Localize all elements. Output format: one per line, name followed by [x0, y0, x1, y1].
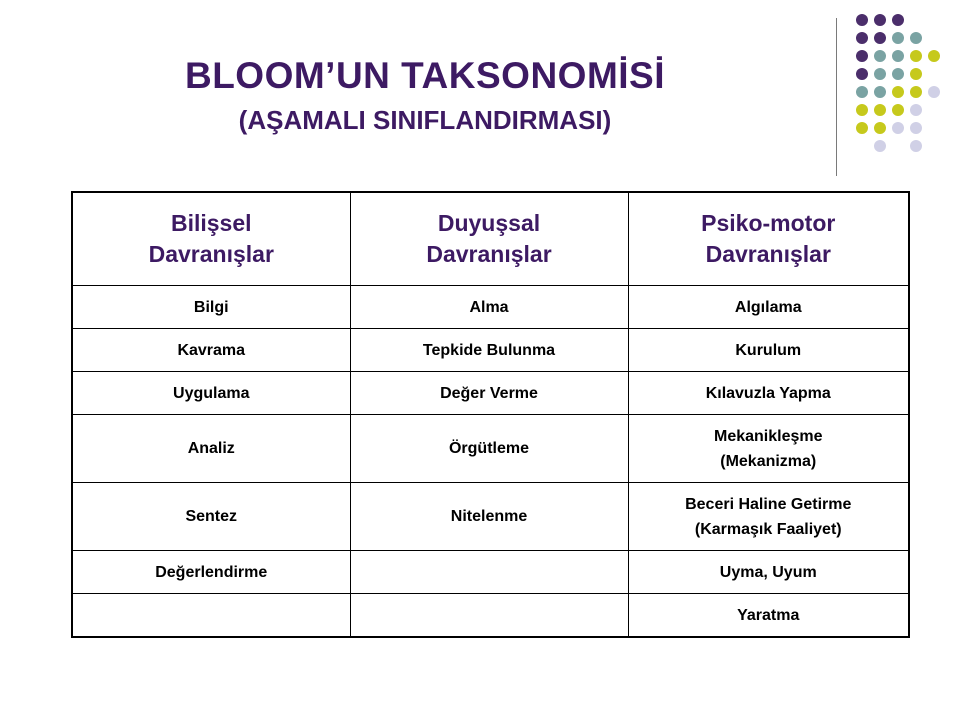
dot-teal — [892, 50, 904, 62]
cell-text: Kavrama — [177, 341, 246, 359]
table-cell — [628, 415, 909, 483]
header-line: Duyuşsal — [437, 210, 541, 236]
dot-purple — [856, 68, 868, 80]
title-main: BLOOM’UN TAKSONOMİSİ — [184, 55, 665, 96]
cell-text: Değer Verme — [440, 384, 538, 402]
dot-purple — [856, 14, 868, 26]
cell-text: Uygulama — [173, 384, 250, 402]
dot-teal — [874, 68, 886, 80]
cell-text: Uyma, Uyum — [719, 563, 817, 581]
table-cell — [350, 483, 628, 551]
cell-text: Beceri Haline Getirme — [685, 495, 852, 513]
dot-olive — [856, 104, 868, 116]
dot-teal — [874, 50, 886, 62]
table-cell — [350, 372, 628, 415]
table-cell-empty — [350, 551, 628, 594]
dot-olive — [856, 122, 868, 134]
dot-olive — [910, 68, 922, 80]
table-cell — [628, 594, 909, 638]
table-cell-empty — [350, 594, 628, 638]
table-cell — [72, 372, 350, 415]
header-line: Davranışlar — [148, 241, 274, 267]
cell-text: Yaratma — [737, 606, 800, 624]
cell-text: Tepkide Bulunma — [422, 341, 556, 359]
header-line: Psiko-motor — [701, 210, 836, 236]
dot-purple — [892, 14, 904, 26]
cell-text: Algılama — [734, 298, 802, 316]
cell-text: Analiz — [187, 440, 235, 457]
cell-text: Değerlendirme — [155, 563, 268, 581]
cell-text: Mekanikleşme — [713, 427, 823, 445]
table-cell — [628, 372, 909, 415]
cell-text: Kurulum — [735, 341, 802, 359]
table-row — [72, 329, 909, 372]
dot-olive — [910, 50, 922, 62]
decorative-dot-grid — [0, 0, 960, 180]
cell-text: Sentez — [185, 508, 238, 525]
table-cell — [72, 551, 350, 594]
dot-lavender — [928, 86, 940, 98]
table-row — [72, 551, 909, 594]
table-cell — [628, 551, 909, 594]
dot-teal — [910, 32, 922, 44]
header-line: Davranışlar — [426, 241, 552, 267]
header-cognitive — [72, 192, 350, 286]
table-cell — [72, 483, 350, 551]
header-line: Davranışlar — [705, 241, 831, 267]
table-cell — [628, 483, 909, 551]
dot-teal — [856, 86, 868, 98]
header-affective — [350, 192, 628, 286]
dot-purple — [856, 50, 868, 62]
table-cell — [350, 415, 628, 483]
cell-text: Alma — [469, 298, 509, 316]
dot-teal — [892, 68, 904, 80]
cell-text: Örgütleme — [448, 440, 529, 457]
dot-olive — [874, 104, 886, 116]
dot-olive — [892, 104, 904, 116]
table-row — [72, 483, 909, 551]
dot-olive — [928, 50, 940, 62]
cell-text: Bilgi — [193, 298, 229, 316]
dot-purple — [874, 32, 886, 44]
table-cell — [350, 286, 628, 329]
table-row — [72, 286, 909, 329]
table-cell-empty — [72, 594, 350, 638]
cell-text: Nitelenme — [450, 508, 528, 525]
table-header-row — [72, 192, 909, 286]
dot-lavender — [910, 104, 922, 116]
header-line: Bilişsel — [170, 210, 252, 236]
table-row — [72, 372, 909, 415]
dot-purple — [856, 32, 868, 44]
dot-lavender — [892, 122, 904, 134]
table-row — [72, 415, 909, 483]
dot-teal — [874, 86, 886, 98]
title-subtitle: (AŞAMALI SINIFLANDIRMASI) — [238, 105, 612, 135]
table-row — [72, 594, 909, 638]
dot-lavender — [910, 122, 922, 134]
dot-lavender — [874, 140, 886, 152]
table-cell — [628, 286, 909, 329]
table-cell — [72, 415, 350, 483]
table-cell — [72, 329, 350, 372]
taxonomy-table — [71, 191, 910, 638]
dot-teal — [892, 32, 904, 44]
table-cell — [72, 286, 350, 329]
cell-text: (Karmaşık Faaliyet) — [694, 520, 842, 538]
table-cell — [628, 329, 909, 372]
cell-text: (Mekanizma) — [720, 452, 817, 470]
dot-purple — [874, 14, 886, 26]
dot-olive — [910, 86, 922, 98]
dot-olive — [892, 86, 904, 98]
cell-text: Kılavuzla Yapma — [705, 384, 831, 402]
dot-olive — [874, 122, 886, 134]
header-psychomotor — [628, 192, 909, 286]
dot-lavender — [910, 140, 922, 152]
table-cell — [350, 329, 628, 372]
